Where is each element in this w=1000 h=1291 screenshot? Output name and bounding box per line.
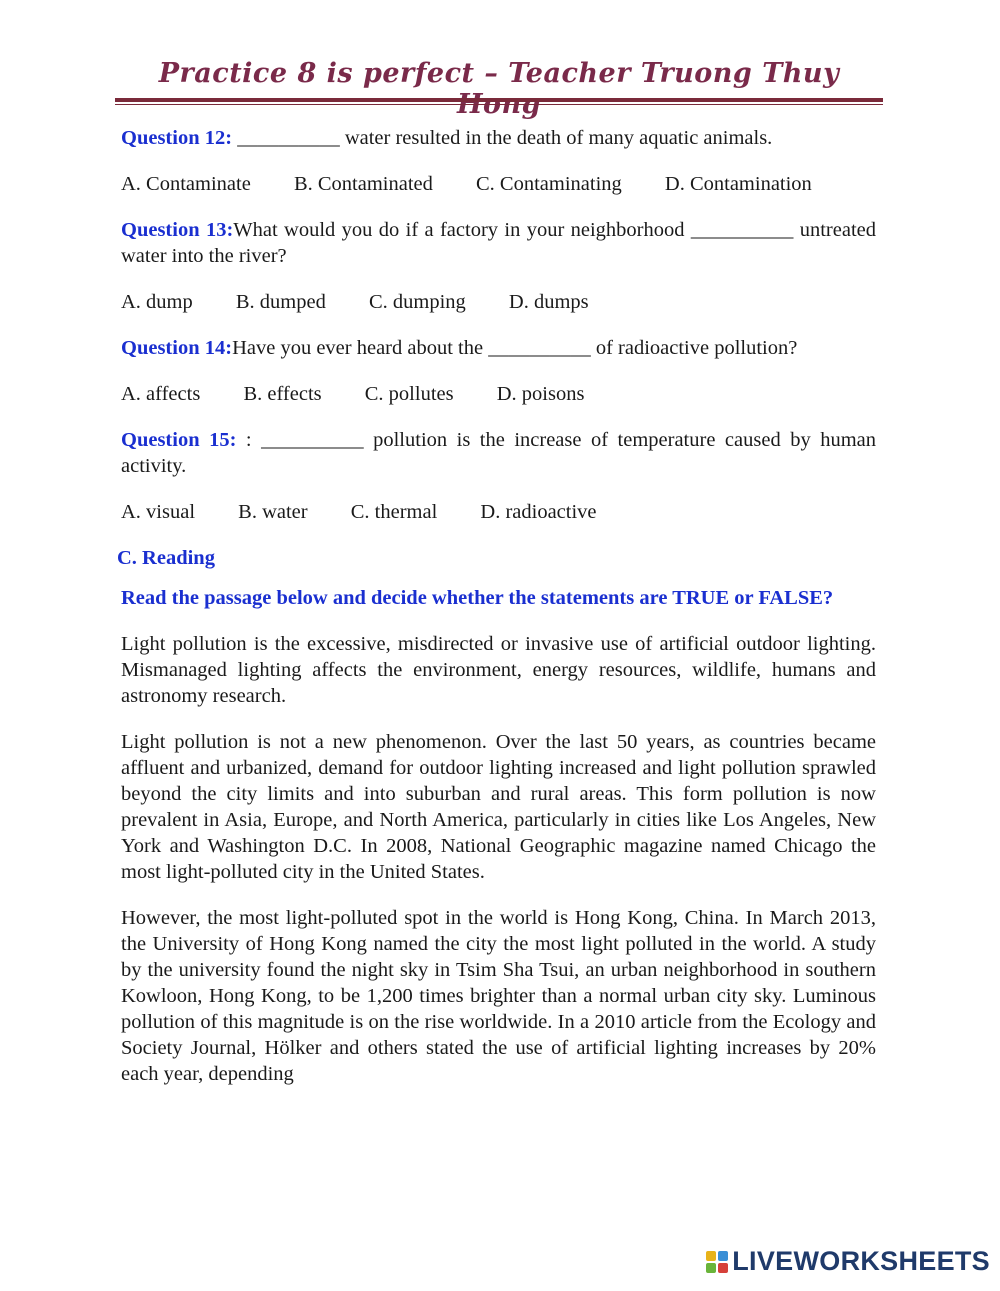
question-12 bbox=[121, 125, 876, 151]
option-a[interactable]: A. dump bbox=[121, 291, 193, 313]
option-d[interactable]: D. Contamination bbox=[664, 173, 812, 195]
question-label: Question 13: bbox=[121, 219, 234, 241]
reading-paragraph: However, the most light-polluted spot in the world is Hong Kong, China. In March 2013, the University of Hong Kong named the city the most light polluted in the world. A study by the university found the night sky in Tsim Sha Tsui, an urban neighborhood in southern Kowloon, Hong Kong, to be 1,200 times brighter than a normal urban city sky. Luminous pollution of this magnitude is on the rise worldwide. In a 2010 article from the Ecology and Society Journal, Hölker and others stated the use of artificial lighting increases by 20% each year, depending bbox=[121, 907, 876, 1085]
logo-grid-icon bbox=[706, 1251, 728, 1273]
question-label: Question 14: bbox=[121, 337, 233, 359]
option-b[interactable]: B. water bbox=[238, 501, 308, 523]
question-text: : __________ pollution is the increase of temperature caused by human activity. bbox=[121, 429, 876, 477]
option-c[interactable]: C. pollutes bbox=[364, 383, 454, 405]
worksheet-content bbox=[117, 125, 876, 1107]
section-title-reading: C. Reading bbox=[117, 547, 215, 569]
option-c[interactable]: C. thermal bbox=[350, 501, 438, 523]
question-15-options bbox=[121, 499, 876, 525]
option-d[interactable]: D. poisons bbox=[496, 383, 585, 405]
question-text: What would you do if a factory in your neighborhood __________ untreated water into the river? bbox=[121, 219, 876, 267]
option-a[interactable]: A. affects bbox=[121, 383, 201, 405]
header-divider-thin bbox=[115, 104, 883, 105]
option-b[interactable]: B. effects bbox=[243, 383, 322, 405]
reading-paragraph: Light pollution is the excessive, misdirected or invasive use of artificial outdoor lighting. Mismanaged lighting affects the environment, energy resources, wildlife, humans and astronomy research. bbox=[121, 633, 876, 707]
reading-paragraph: Light pollution is not a new phenomenon. Over the last 50 years, as countries became affluent and urbanized, demand for outdoor lighting increased and light pollution sprawled beyond the city limits and into suburban and rural areas. This form pollution is now prevalent in Asia, Europe, and North America, particularly in cities like Los Angeles, New York and Washington D.C. In 2008, National Geographic magazine named Chicago the most light-polluted city in the United States. bbox=[121, 731, 876, 883]
option-c[interactable]: C. dumping bbox=[368, 291, 466, 313]
brand-name: LIVEWORKSHEETS bbox=[732, 1246, 990, 1276]
question-text: Have you ever heard about the __________ of radioactive pollution? bbox=[232, 337, 798, 359]
page-header-title: Practice 8 is perfect – Teacher Truong Thuy bbox=[158, 58, 840, 89]
question-label: Question 15: bbox=[121, 429, 237, 451]
question-13 bbox=[121, 217, 876, 269]
liveworksheets-logo bbox=[706, 1246, 990, 1277]
question-14-options bbox=[121, 381, 876, 407]
option-c[interactable]: C. Contaminating bbox=[476, 173, 622, 195]
reading-instruction: Read the passage below and decide whether the statements are TRUE or FALSE? bbox=[121, 587, 834, 609]
question-13-options bbox=[121, 289, 876, 315]
option-a[interactable]: A. visual bbox=[121, 501, 196, 523]
question-text: __________ water resulted in the death of many aquatic animals. bbox=[232, 127, 773, 149]
question-12-options bbox=[121, 171, 876, 197]
question-label: Question 12: bbox=[121, 127, 233, 149]
option-d[interactable]: D. radioactive bbox=[480, 501, 597, 523]
question-15 bbox=[121, 427, 876, 479]
option-a[interactable]: A. Contaminate bbox=[121, 173, 251, 195]
option-b[interactable]: B. dumped bbox=[235, 291, 326, 313]
question-14 bbox=[121, 335, 876, 361]
option-d[interactable]: D. dumps bbox=[508, 291, 589, 313]
header-divider bbox=[115, 98, 883, 102]
option-b[interactable]: B. Contaminated bbox=[293, 173, 433, 195]
